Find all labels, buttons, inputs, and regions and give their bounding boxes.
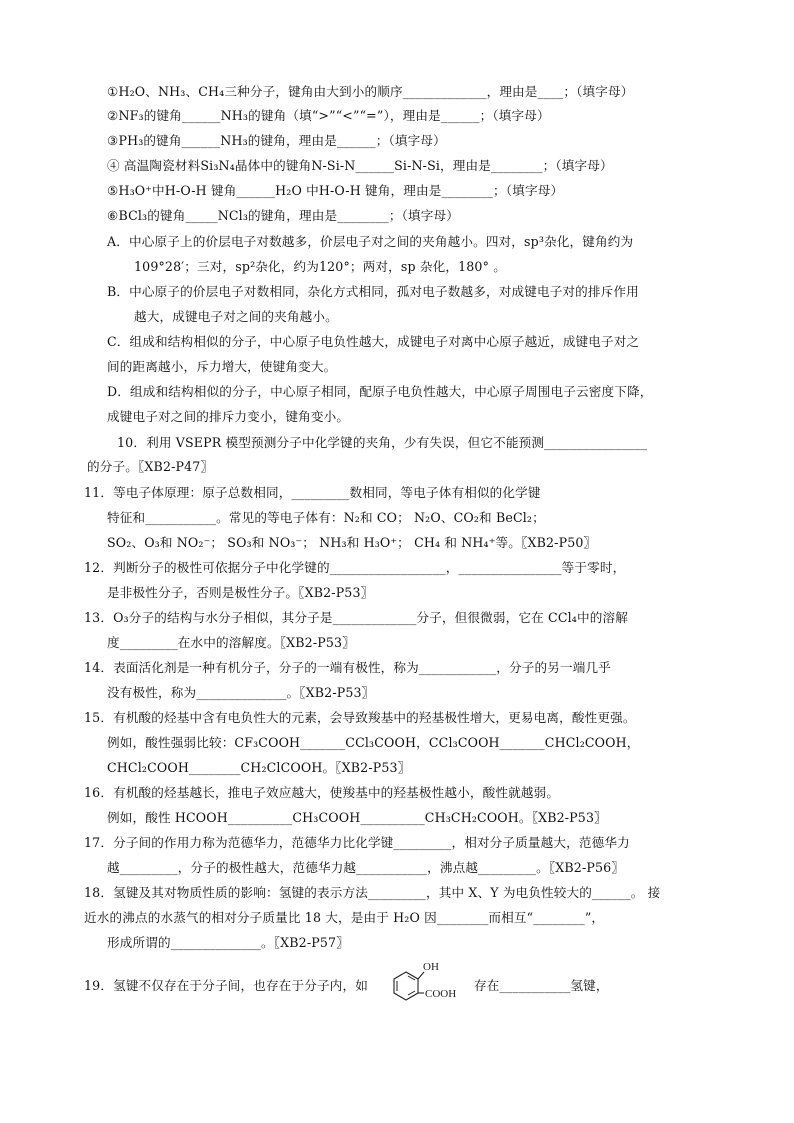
q13-line2: 度_________在水中的溶解度。〖XB2-P53〗 — [107, 635, 355, 650]
q19-line1-start: 19．氢键不仅存在于分子间，也存在于分子内，如 — [84, 978, 368, 993]
bond-to-oh — [418, 972, 424, 979]
q10-line2: 的分子。〖XB2-P47〗 — [87, 459, 214, 474]
q10-line1: 10．利用 VSEPR 模型预测分子中化学键的夹角，少有失误，但它不能预测________________ — [117, 435, 648, 450]
q15-line1: 15．有机酸的烃基中含有电负性大的元素，会导致羧基中的羟基极性增大，更易电离，酸性更强。 — [84, 710, 636, 725]
option-a-line1: A．中心原子上的价层电子对数越多，价层电子对之间的夹角越小。四对，sp³杂化，键角约为 — [107, 234, 634, 249]
line-q9-4: ④ 高温陶瓷材料Si₃N₄晶体中的键角N-Si-N______Si-N-Si，理由是________；（填字母） — [107, 158, 613, 173]
q12-line2: 是非极性分子，否则是极性分子。〖XB2-P53〗 — [107, 585, 374, 600]
line-q9-1: ①H₂O、NH₃、CH₄三种分子，键角由大到小的顺序_____________，理由是____；（填字母） — [107, 84, 634, 99]
cooh-label: COOH — [425, 988, 457, 1000]
q15-line2: 例如，酸性强弱比较：CF₃COOH_______CCl₃COOH，CCl₃COOH_______CHCl₂COOH， — [107, 735, 640, 750]
inner-bond-2 — [408, 991, 415, 995]
q12-line1: 12．判断分子的极性可依据分子中化学键的__________________，________________等于零时， — [84, 560, 626, 575]
option-c-line2: 间的距离越小，斥力增大，使键角变大。 — [107, 359, 337, 374]
option-b-line2: 越大，成键电子对之间的夹角越小。 — [134, 309, 338, 324]
line-q9-2: ②NF₃的键角______NH₃的键角（填“>”“<”“=”），理由是______；（填字母） — [107, 108, 550, 123]
q14-line2: 没有极性，称为______________。〖XB2-P53〗 — [107, 685, 375, 700]
q18-line3: 形成所谓的______________。〖XB2-P57〗 — [107, 935, 349, 950]
q11-line2: 特征和___________。常见的等电子体有：N₂和 CO； N₂O、CO₂和 BeCl₂； — [107, 510, 545, 525]
q11-line3: SO₂、O₃和 NO₂⁻； SO₃和 NO₃⁻； NH₃和 H₃O⁺； CH₄ 和 NH₄⁺等。〖XB2-P50〗 — [107, 535, 597, 550]
q14-line1: 14．表面活化剂是一种有机分子，分子的一端有极性，称为____________，分子的另一端几乎 — [84, 660, 611, 675]
line-q9-5: ⑤H₃O⁺中H-O-H 键角______H₂O 中H-O-H 键角，理由是________；（填字母） — [107, 183, 564, 198]
q18-line1: 18．氢键及其对物质性质的影响：氢键的表示方法_________，其中 X、Y 为电负性较大的______。 接 — [84, 885, 661, 900]
q11-line1: 11．等电子体原理：原子总数相同，_________数相同，等电子体有相似的化学键 — [84, 485, 541, 500]
option-a-line2: 109°28′；三对，sp²杂化，约为120°；两对，sp 杂化，180° 。 — [134, 259, 506, 274]
option-b-line1: B．中心原子的价层电子对数相同，杂化方式相同，孤对电子数越多，对成键电子对的排斥作用 — [107, 284, 639, 299]
option-d-line2: 成键电子对之间的排斥力变小，键角变小。 — [107, 409, 350, 424]
q18-line2: 近水的沸点的水蒸气的相对分子质量比 18 大，是由于 H₂O 因________而相互“________”， — [84, 910, 605, 925]
benzene-ring — [394, 972, 418, 1000]
q17-line2: 越_________，分子的极性越大，范德华力越___________，沸点越_________。〖XB2-P56〗 — [107, 860, 625, 875]
line-q9-3: ③PH₃的键角______NH₃的键角，理由是______；（填字母） — [107, 133, 446, 148]
q17-line1: 17．分子间的作用力称为范德华力，范德华力比化学键_________，相对分子质量越大，范德华力 — [84, 835, 630, 850]
q13-line1: 13．O₃分子的结构与水分子相似，其分子是_____________分子，但很微弱，它在 CCl₄中的溶解 — [84, 610, 628, 625]
q16-line1: 16．有机酸的烃基越长，推电子效应越大，使羧基中的羟基极性越小，酸性就越弱。 — [84, 785, 560, 800]
salicylic-acid-structure — [386, 958, 476, 1006]
option-d-line1: D．组成和结构相似的分子，中心原子相同，配原子电负性越大，中心原子周围电子云密度下降， — [107, 384, 653, 399]
line-q9-6: ⑥BCl₃的键角_____NCl₃的键角，理由是________；（填字母） — [107, 208, 459, 223]
oh-label: OH — [423, 961, 439, 973]
q15-line3: CHCl₂COOH________CH₂ClCOOH。〖XB2-P53〗 — [107, 760, 411, 775]
q19-line1-end: 存在___________氢键， — [474, 978, 609, 993]
option-c-line1: C．组成和结构相似的分子，中心原子电负性越大，成键电子对离中心原子越近，成键电子对之 — [107, 334, 640, 349]
q16-line2: 例如，酸性 HCOOH__________CH₃COOH__________CH₃CH₂COOH。〖XB2-P53〗 — [107, 810, 607, 825]
